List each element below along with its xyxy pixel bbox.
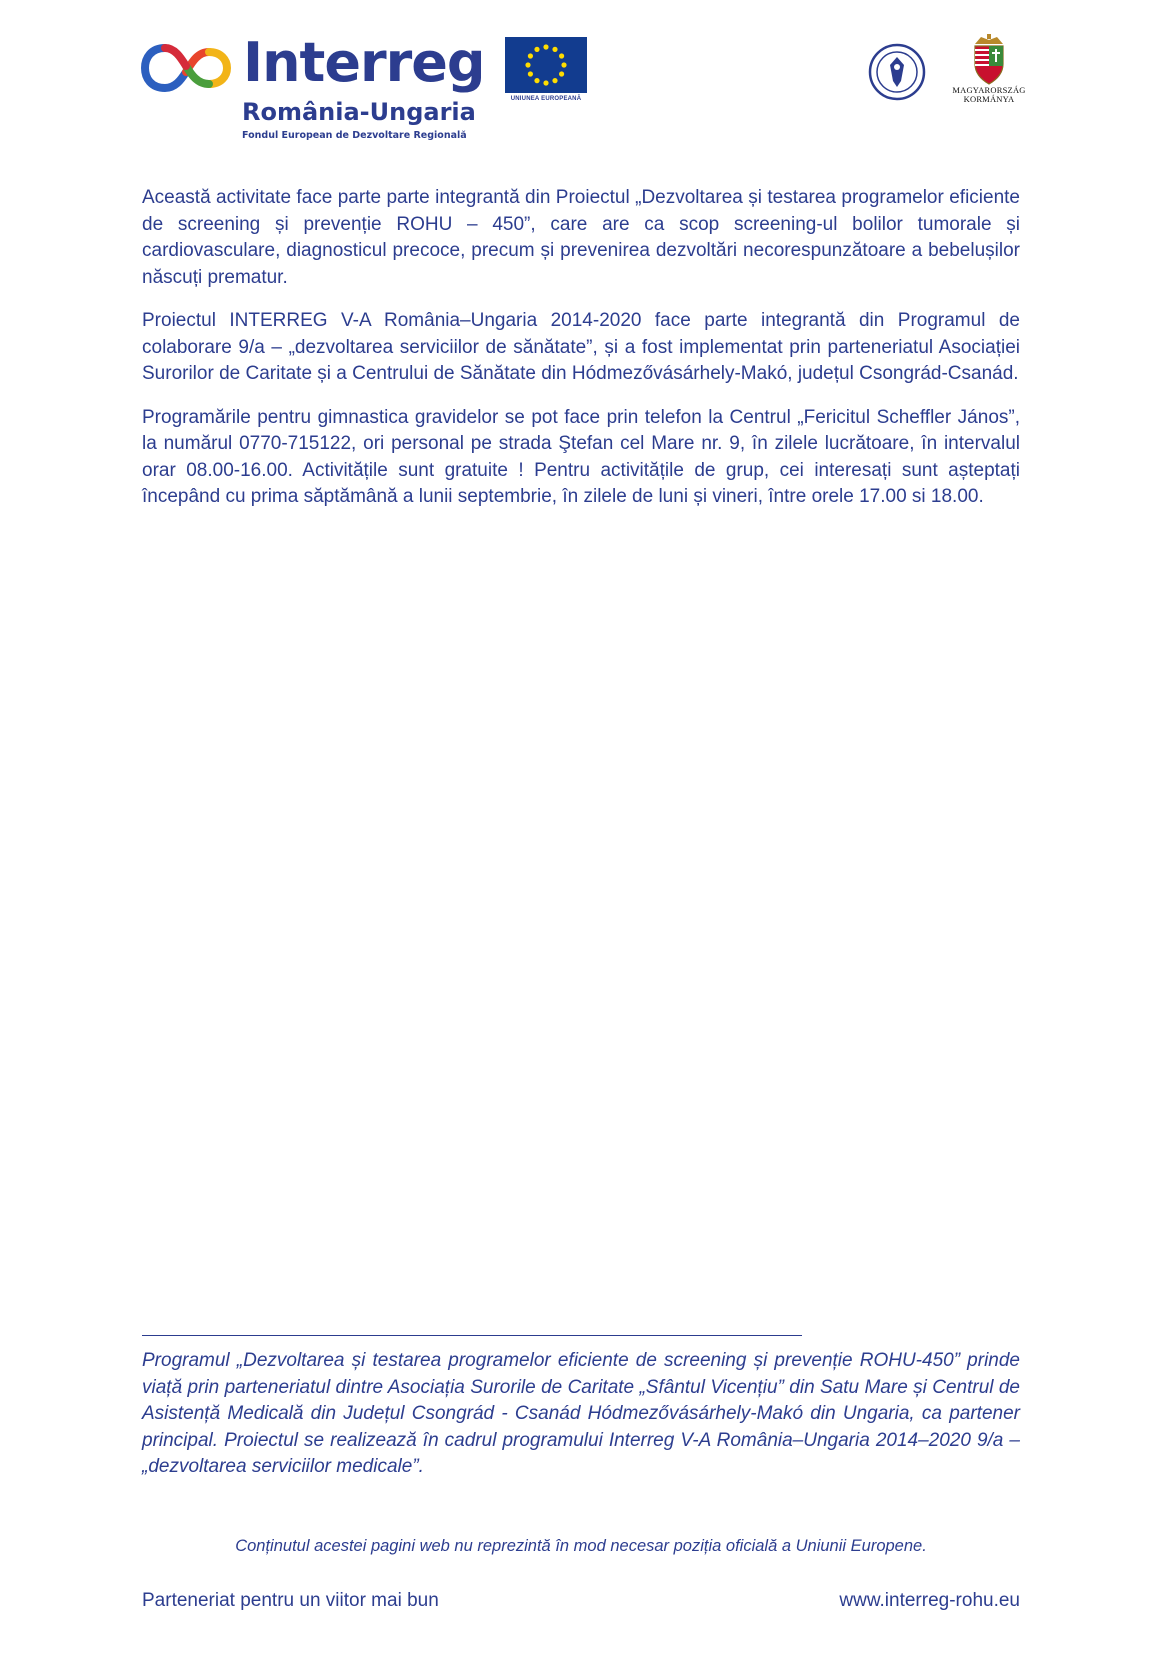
body-paragraph-2: Proiectul INTERREG V-A România–Ungaria 2014-2020 face parte integrantă din Programul de colaborare 9/a – „dezvoltarea serviciilor de sănătate”, și a fost implementat prin parteneriatul Asociației Surorilor de Caritate și a Centrului de Sănătate din Hódmezővásárhely-Makó, județul Csongrád-Csanád. <box>142 310 1020 384</box>
eu-flag-label: UNIUNEA EUROPEANĂ <box>510 96 582 102</box>
body-paragraph-1: Această activitate face parte parte integrantă din Proiectul „Dezvoltarea și testarea programelor eficiente de screening și prevenție ROHU – 450”, care are ca scop screening-ul bolilor tumorale și cardiovasculare, diagnosticul precoce, precum și prevenirea dezvoltări necorespunzătoare a bebelușilor născuți prematur. <box>142 187 1020 288</box>
article-body <box>142 185 1020 528</box>
page-header <box>0 0 1166 160</box>
footnote-divider <box>142 1335 802 1336</box>
project-footnote: Programul „Dezvoltarea și testarea programelor eficiente de screening și prevenție ROHU-450” prinde viață prin parteneriatul dintre Asociația Surorile de Caritate „Sfântul Vicențiu” din Satu Mare și Centrul de Asistență Medicală din Județul Csongrád - Csanád Hódmezővásárhely-Makó din Ungaria, ca partener principal. Proiectul se realizează în cadrul programului Interreg V-A România–Ungaria 2014–2020 9/a – „dezvoltarea serviciilor medicale”. <box>142 1350 1020 1477</box>
interreg-infinity-icon <box>141 42 231 94</box>
footer-website: www.interreg-rohu.eu <box>839 1590 1020 1611</box>
program-name: România-Ungaria <box>242 98 476 126</box>
footer-slogan: Parteneriat pentru un viitor mai bun <box>142 1590 439 1611</box>
interreg-wordmark: Interreg <box>243 31 485 94</box>
hungary-government-label: MAGYARORSZÁG KORMÁNYA <box>952 85 1026 105</box>
eu-disclaimer: Conținutul acestei pagini web nu reprezintă în mod necesar poziția oficială a Uniunii Europene. <box>235 1537 927 1555</box>
body-paragraph-3: Programările pentru gimnastica gravidelor se pot face prin telefon la Centrul „Fericitul Scheffler János”, la numărul 0770-715122, ori personal pe strada Ştefan cel Mare nr. 9, în zilele lucrătoare, în intervalul orar 08.00-16.00. Activitățile sunt gratuite ! Pentru activitățile de grup, cei interesați sunt așteptați începând cu prima săptămână a lunii septembrie, în zilele de luni și vineri, între orele 17.00 si 18.00. <box>142 406 1020 507</box>
association-seal-icon <box>868 43 926 101</box>
hungary-coat-of-arms-icon <box>967 34 1011 86</box>
interreg-logo <box>141 31 485 145</box>
eu-flag-icon <box>505 37 587 93</box>
fund-name: Fondul European de Dezvoltare Regională <box>242 130 467 141</box>
